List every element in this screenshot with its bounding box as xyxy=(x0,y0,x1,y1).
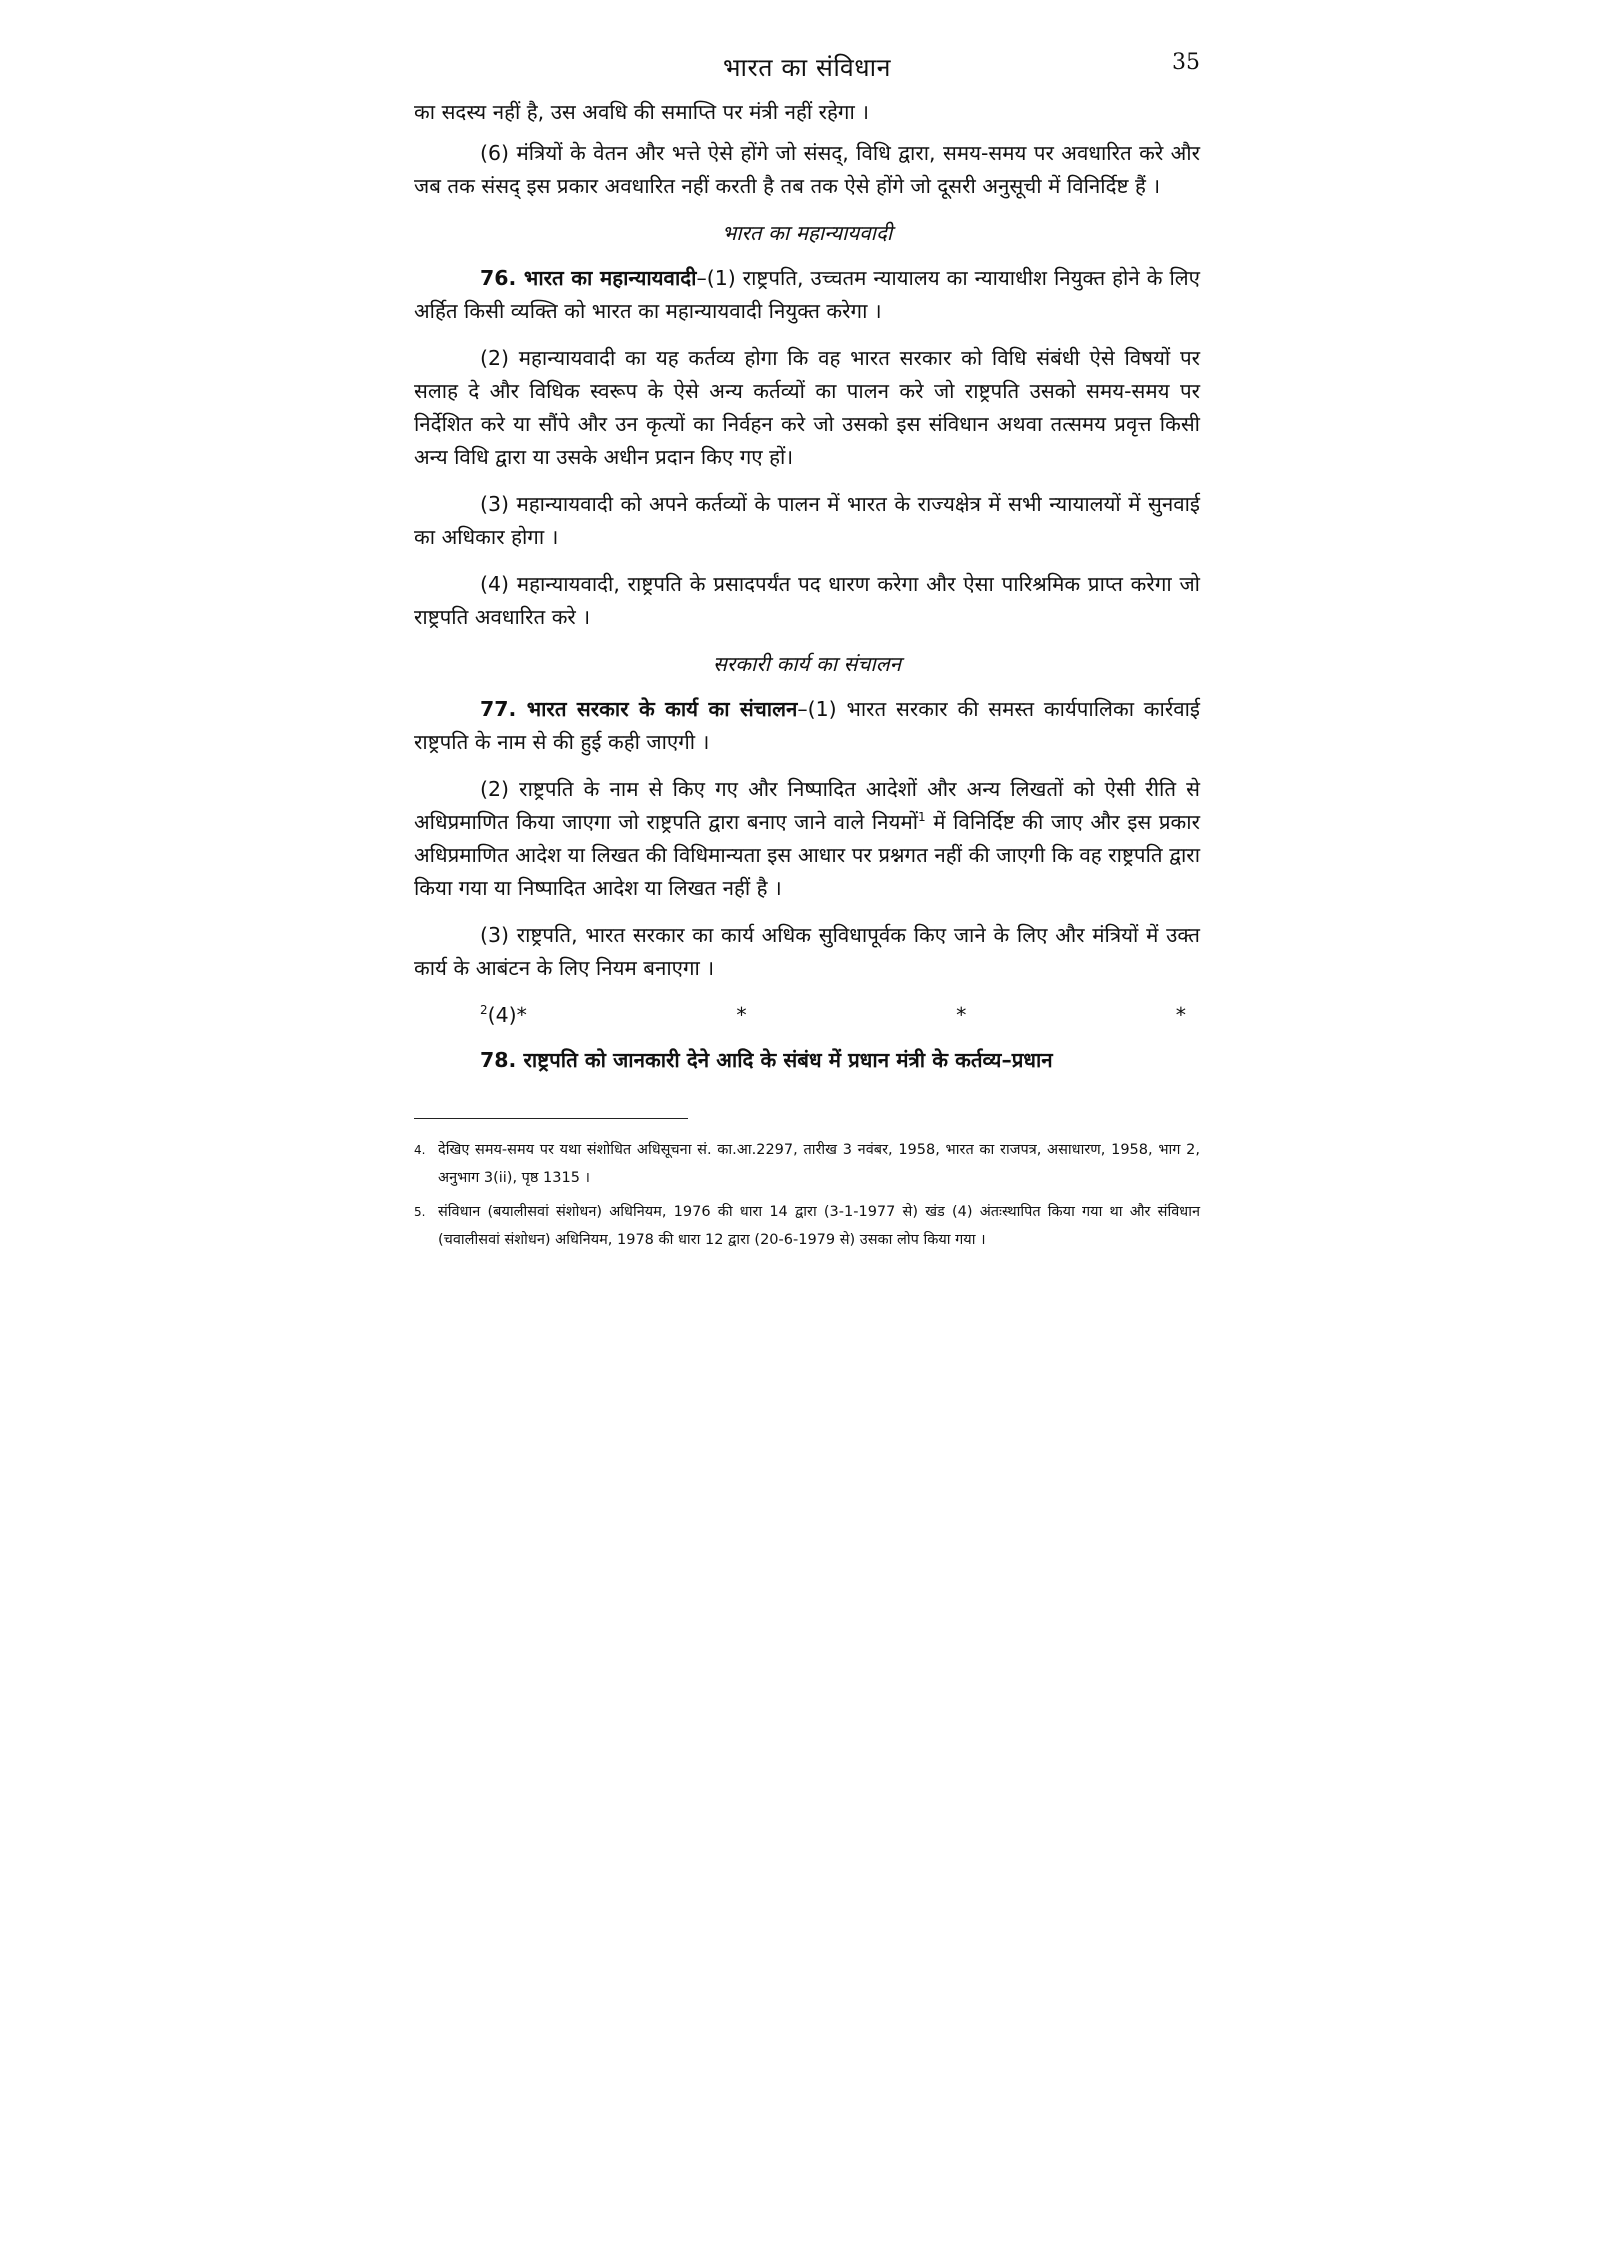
omission-star: * xyxy=(956,1003,967,1027)
section-76-title: 76. भारत का महान्यायवादी xyxy=(480,266,697,290)
section-77-2-text-a: (2) राष्ट्रपति के नाम से किए गए और निष्पादित आदेशों और अन्य लिखतों को ऐसी रीति से अधिप्रमाणित किया जाएगा जो राष्ट्रपति द्वारा बनाए जाने वाले नियमों xyxy=(414,777,1200,834)
paragraph-continuation: का सदस्य नहीं है, उस अवधि की समाप्ति पर मंत्री नहीं रहेगा । xyxy=(414,100,870,124)
section-76-1 xyxy=(414,262,1200,328)
clause-75-6: (6) मंत्रियों के वेतन और भत्ते ऐसे होंगे जो संसद्, विधि द्वारा, समय-समय पर अवधारित करे और जब तक संसद् इस प्रकार अवधारित नहीं करती है तब तक ऐसे होंगे जो दूसरी अनुसूची में विनिर्दिष्ट हैं । xyxy=(414,141,1200,198)
section-76-4: (4) महान्यायवादी, राष्ट्रपति के प्रसादपर्यंत पद धारण करेगा और ऐसा पारिश्रमिक प्राप्त करेगा जो राष्ट्रपति अवधारित करे । xyxy=(414,572,1200,629)
main-text xyxy=(414,96,1200,1091)
section-77-3: (3) राष्ट्रपति, भारत सरकार का कार्य अधिक सुविधापूर्वक किए जाने के लिए और मंत्रियों में उक्त कार्य के आबंटन के लिए नियम बनाएगा । xyxy=(414,923,1200,980)
footnote-item xyxy=(414,1136,1200,1192)
section-78-heading: 78. राष्ट्रपति को जानकारी देने आदि के संबंध में प्रधान मंत्री के कर्तव्य–प्रधान xyxy=(480,1048,1053,1072)
section-76-1-text: –(1) राष्ट्रपति, उच्चतम न्यायालय का न्यायाधीश नियुक्त होने के लिए अर्हित किसी व्यक्ति को भारत का महान्यायवादी नियुक्त करेगा । xyxy=(414,266,1200,323)
section-77-2 xyxy=(414,773,1200,905)
omitted-clause-label: $^2$(4)* xyxy=(480,1003,527,1027)
footnote-ref-2: 2 xyxy=(480,1003,488,1018)
footnote-item xyxy=(414,1198,1200,1254)
footnote-text: संविधान (बयालीसवां संशोधन) अधिनियम, 1976 की धारा 14 द्वारा (3-1-1977 से) खंड (4) अंतःस्थापित किया गया था और संविधान (चवालीसवां संशोधन) अधिनियम, 1978 की धारा 12 द्वारा (20-6-1979 से) उसका लोप किया गया । xyxy=(438,1204,1200,1248)
section-77-1 xyxy=(414,693,1200,759)
page-number: 35 xyxy=(1172,50,1200,75)
section-77-2-text-b: में विनिर्दिष्ट की जाए और इस प्रकार अधिप्रमाणित आदेश या लिखत की विधिमान्यता इस आधार पर प्रश्नगत नहीं की जाएगी कि वह राष्ट्रपति द्वारा किया गया या निष्पादित आदेश या लिखत नहीं है । xyxy=(414,810,1200,900)
page-header xyxy=(414,48,1200,88)
section-76-3: (3) महान्यायवादी को अपने कर्तव्यों के पालन में भारत के राज्यक्षेत्र में सभी न्यायालयों में सुनवाई का अधिकार होगा । xyxy=(414,492,1200,549)
section-76-2: (2) महान्यायवादी का यह कर्तव्य होगा कि वह भारत सरकार को विधि संबंधी ऐसे विषयों पर सलाह दे और विधिक स्वरूप के ऐसे अन्य कर्तव्यों का पालन करे जो राष्ट्रपति उसको समय-समय पर निर्देशित करे या सौंपे और उन कृत्यों का निर्वहन करे जो उसको इस संविधान अथवा तत्समय प्रवृत्त किसी अन्य विधि द्वारा या उसके अधीन प्रदान किए गए हों। xyxy=(414,346,1200,469)
section-77-1-text: –(1) भारत सरकार की समस्त कार्यपालिका कार्रवाई राष्ट्रपति के नाम से की हुई कही जाएगी । xyxy=(414,697,1200,754)
footnote-divider xyxy=(414,1118,688,1119)
omission-star: * xyxy=(736,1003,747,1027)
footnote-ref-1: 1 xyxy=(918,810,926,825)
footnote-number: 4. xyxy=(414,1143,426,1157)
footnote-number: 5. xyxy=(414,1205,426,1219)
running-title: भारत का संविधान xyxy=(722,53,892,82)
section-77-title: 77. भारत सरकार के कार्य का संचालन xyxy=(480,697,798,721)
heading-conduct-of-business: सरकारी कार्य का संचालन xyxy=(713,652,901,676)
footnotes xyxy=(414,1136,1200,1260)
section-77-4-omitted xyxy=(414,999,1200,1032)
footnote-text: देखिए समय-समय पर यथा संशोधित अधिसूचना सं. का.आ.2297, तारीख 3 नवंबर, 1958, भारत का राजपत्र, असाधारण, 1958, भाग 2, अनुभाग 3(ii), पृष्ठ 1315 । xyxy=(438,1142,1200,1186)
omission-star: * xyxy=(1175,1003,1186,1027)
heading-attorney-general: भारत का महान्यायवादी xyxy=(721,221,893,245)
